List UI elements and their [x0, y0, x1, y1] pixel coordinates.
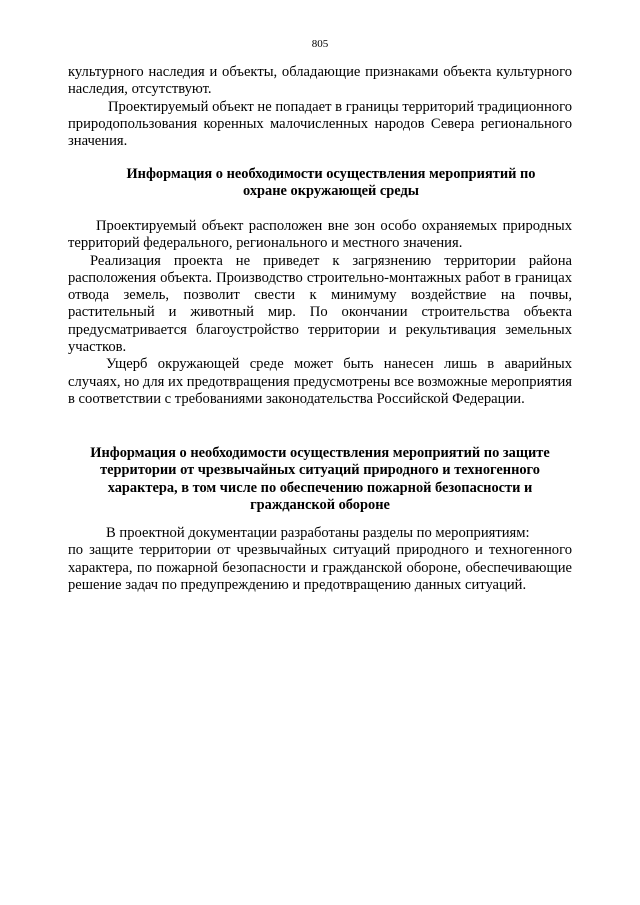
cultural-heritage-paragraph: культурного наследия и объекты, обладающие признаками объекта культурного наследия, отсутствуют.	[68, 64, 572, 98]
traditional-land-use-paragraph: Проектируемый объект не попадает в границы территорий традиционного природопользования коренных малочисленных народов Севера регионального значения.	[68, 98, 572, 150]
emergency-heading: Информация о необходимости осуществления мероприятий по защите территории от чрезвычайных ситуаций природного и техногенного характера, в том числе по обеспечению пожарной безопасности и гражданской обороне	[90, 445, 550, 514]
environment-heading-wrap	[108, 166, 554, 201]
damage-paragraph: Ущерб окружающей среде может быть нанесен лишь в аварийных случаях, но для их предотвращения предусмотрены все возможные мероприятия в соответствии с требованиями законодательства Российской Федерации.	[68, 356, 573, 407]
protected-areas-paragraph: Проектируемый объект расположен вне зон особо охраняемых природных территорий федерального, регионального и местного значения.	[68, 218, 572, 252]
sections-developed-paragraph: В проектной документации разработаны разделы по мероприятиям:	[106, 525, 530, 541]
emergency-section	[68, 525, 572, 594]
emergency-measures-paragraph: по защите территории от чрезвычайных ситуаций природного и техногенного характера, по пожарной безопасности и гражданской обороне, обеспечивающие решение задач по предупреждению и предотвращению данных ситуаций.	[68, 542, 572, 593]
environment-section	[68, 218, 572, 408]
page-number: 805	[311, 38, 329, 50]
no-pollution-paragraph: Реализация проекта не приведет к загрязнению территории района расположения объекта. Производство строительно-монтажных работ в границах отвода земель, позволит свести к минимуму воздействие на почвы, растительный и животный мир. По окончании строительства объекта предусматривается благоустройство территории и рекультивация земельных участков.	[68, 252, 572, 356]
emergency-heading-wrap	[72, 445, 568, 515]
top-section	[68, 64, 572, 150]
environment-heading: Информация о необходимости осуществления мероприятий по охране окружающей среды	[126, 166, 536, 200]
